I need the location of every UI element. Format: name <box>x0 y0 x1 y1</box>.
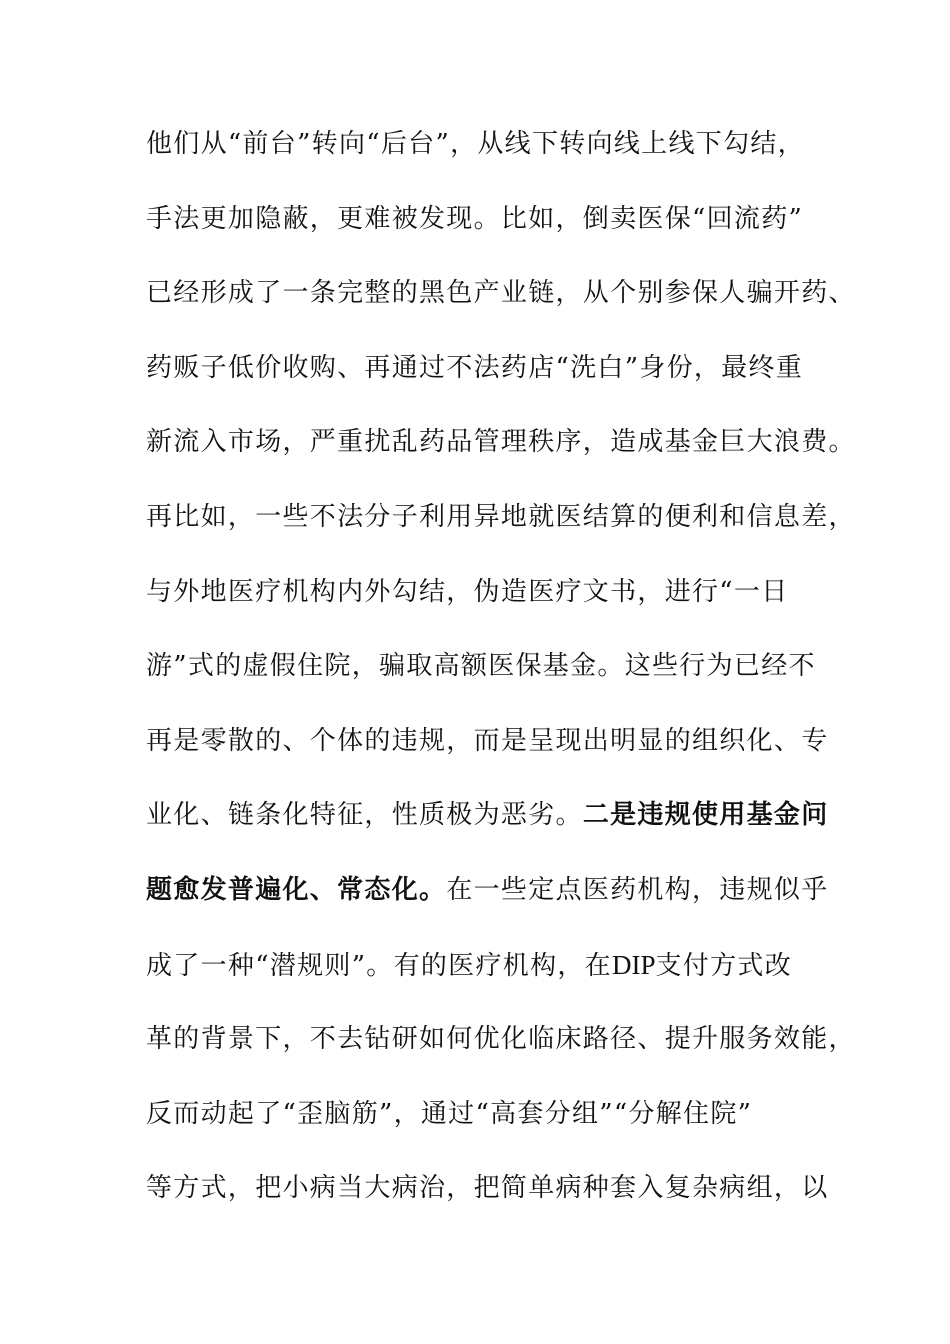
text-line <box>146 495 856 570</box>
text-line <box>146 719 829 794</box>
line-text: 支付方式改 <box>655 950 793 981</box>
text-line <box>146 1092 826 1167</box>
text-line <box>146 793 829 868</box>
line-text: 已经形成了一条完整的黑色产业链，从个别参保人骗开药、 <box>146 278 856 309</box>
text-line <box>146 197 826 272</box>
line-text: 反而动起了“歪脑筋”，通过“高套分组”“分解住院” <box>146 1098 753 1129</box>
text-line <box>146 346 826 421</box>
bold-heading-text: 题愈发普遍化、常态化。 <box>146 874 447 905</box>
line-text: 等方式，把小病当大病治，把简单病种套入复杂病组，以 <box>146 1173 829 1204</box>
body-text <box>146 122 856 1241</box>
line-text: 在一些定点医药机构，违规似乎 <box>446 874 829 905</box>
line-text: 新流入市场，严重扰乱药品管理秩序，造成基金巨大浪费。 <box>146 427 856 458</box>
text-line <box>146 868 829 943</box>
line-text: 再是零散的、个体的违规，而是呈现出明显的组织化、专 <box>146 725 829 756</box>
line-text: 业化、链条化特征，性质极为恶劣。 <box>146 800 583 831</box>
line-text: 他们从“前台”转向“后台”，从线下转向线上线下勾结， <box>146 129 805 159</box>
text-line <box>146 271 856 346</box>
text-line <box>146 570 826 645</box>
text-line <box>146 1017 856 1092</box>
bold-heading-text: 二是违规使用基金问 <box>582 800 829 831</box>
latin-term: DIP <box>611 949 656 980</box>
text-line <box>146 1166 829 1241</box>
line-text: 手法更加隐蔽，更难被发现。比如，倒卖医保“回流药” <box>146 203 804 234</box>
text-line <box>146 943 826 1018</box>
text-line <box>146 644 826 719</box>
text-line <box>146 420 856 495</box>
line-text: 与外地医疗机构内外勾结，伪造医疗文书，进行“一日 <box>146 576 789 607</box>
text-line <box>146 122 826 197</box>
line-text: 游”式的虚假住院，骗取高额医保基金。这些行为已经不 <box>146 651 816 682</box>
line-text: 革的背景下，不去钻研如何优化临床路径、提升服务效能， <box>146 1024 856 1055</box>
line-text: 药贩子低价收购、再通过不法药店“洗白”身份，最终重 <box>146 352 804 383</box>
line-text: 成了一种“潜规则”。有的医疗机构，在 <box>146 950 612 981</box>
line-text: 再比如，一些不法分子利用异地就医结算的便利和信息差， <box>146 501 856 532</box>
